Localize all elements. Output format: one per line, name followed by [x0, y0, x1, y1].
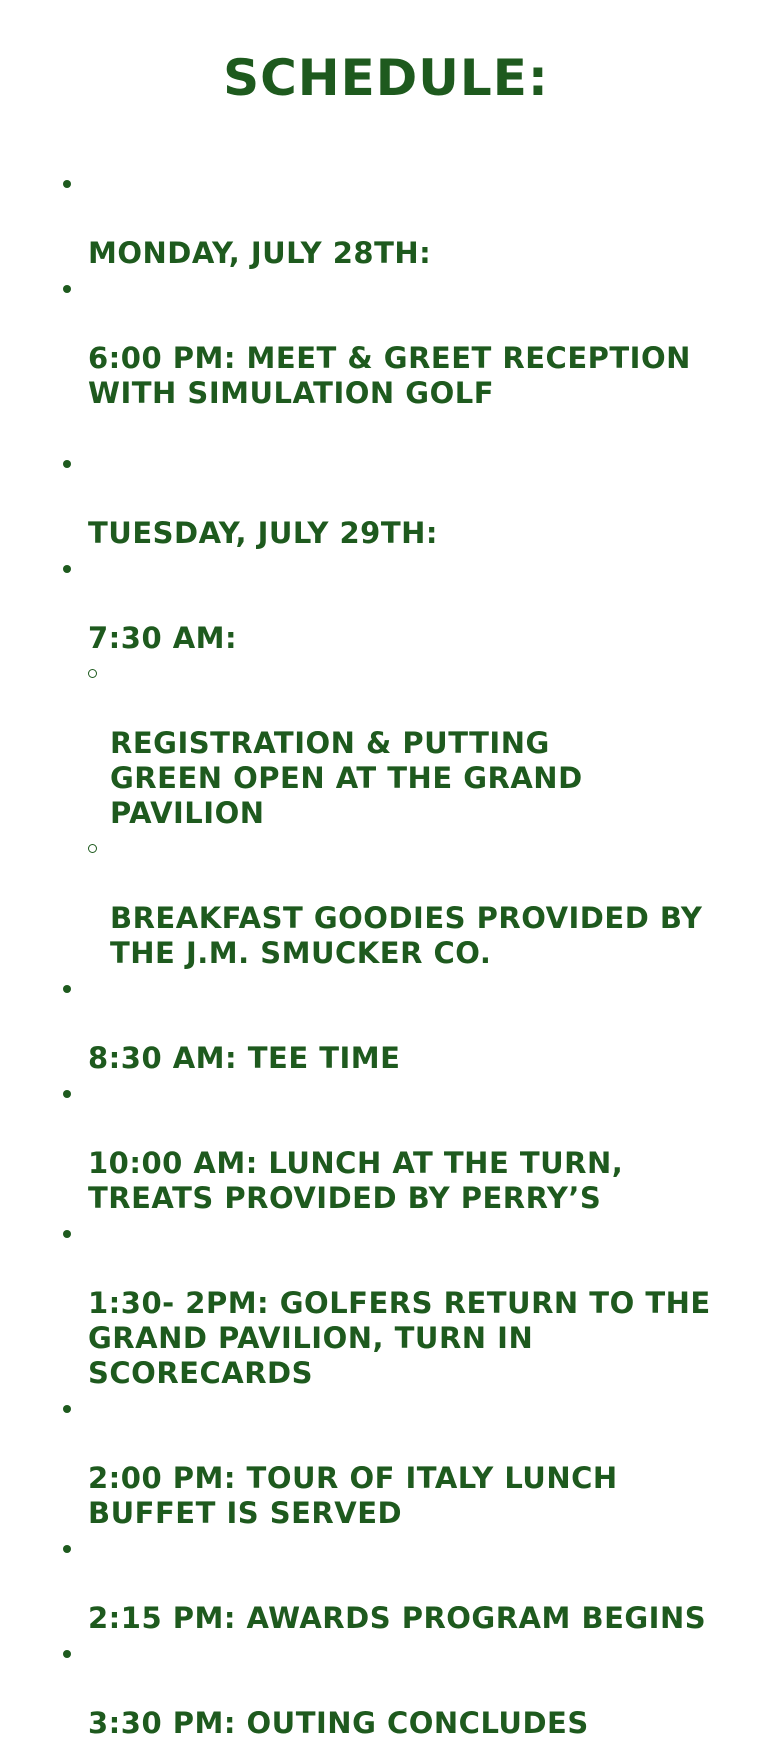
sub-list-container — [60, 656, 760, 971]
list-item-monday-reception — [60, 271, 760, 411]
bullet-icon — [63, 1405, 71, 1413]
list-item-concludes — [60, 1636, 760, 1741]
schedule-list — [60, 166, 760, 1741]
sub-item-registration — [88, 656, 760, 831]
bullet-icon — [63, 180, 71, 188]
list-item-golfers-return — [60, 1216, 760, 1391]
day-heading: TUESDAY, JULY 29TH: — [88, 516, 438, 550]
schedule-entry: 7:30 AM: — [88, 621, 238, 655]
page-title: SCHEDULE: — [223, 49, 549, 107]
list-item-tuesday-heading — [60, 446, 760, 551]
list-item-lunch-buffet — [60, 1391, 760, 1531]
list-item-tee-time — [60, 971, 760, 1076]
schedule-entry: 8:30 AM: TEE TIME — [88, 1041, 401, 1075]
list-item-awards — [60, 1531, 760, 1636]
bullet-icon — [63, 1650, 71, 1658]
list-item-tuesday-0730 — [60, 551, 760, 656]
bullet-icon — [63, 1090, 71, 1098]
sub-item-breakfast — [88, 831, 760, 971]
sub-entry: BREAKFAST GOODIES PROVIDED BY THE J.M. SMUCKER CO. — [110, 901, 703, 970]
circle-bullet-icon — [88, 844, 97, 853]
circle-bullet-icon — [88, 669, 97, 678]
sub-entry: REGISTRATION & PUTTING GREEN OPEN AT THE GRAND PAVILION — [110, 726, 583, 830]
sub-list — [88, 656, 760, 971]
schedule-entry: 2:15 PM: AWARDS PROGRAM BEGINS — [88, 1601, 707, 1635]
schedule-entry: 2:00 PM: TOUR OF ITALY LUNCH BUFFET IS SERVED — [88, 1461, 618, 1530]
bullet-icon — [63, 985, 71, 993]
day-heading: MONDAY, JULY 28TH: — [88, 236, 432, 270]
bullet-icon — [63, 1545, 71, 1553]
list-item-lunch-turn — [60, 1076, 760, 1216]
bullet-icon — [63, 1230, 71, 1238]
bullet-icon — [63, 565, 71, 573]
schedule-entry: 6:00 PM: MEET & GREET RECEPTION WITH SIMULATION GOLF — [88, 341, 691, 410]
bullet-icon — [63, 460, 71, 468]
list-item-monday-heading — [60, 166, 760, 271]
schedule-entry: 10:00 AM: LUNCH AT THE TURN, TREATS PROVIDED BY PERRY’S — [88, 1146, 624, 1215]
schedule-items — [60, 166, 760, 1741]
schedule-entry: 1:30- 2PM: GOLFERS RETURN TO THE GRAND PAVILION, TURN IN SCORECARDS — [88, 1286, 711, 1390]
bullet-icon — [63, 285, 71, 293]
schedule-entry: 3:30 PM: OUTING CONCLUDES — [88, 1706, 589, 1740]
